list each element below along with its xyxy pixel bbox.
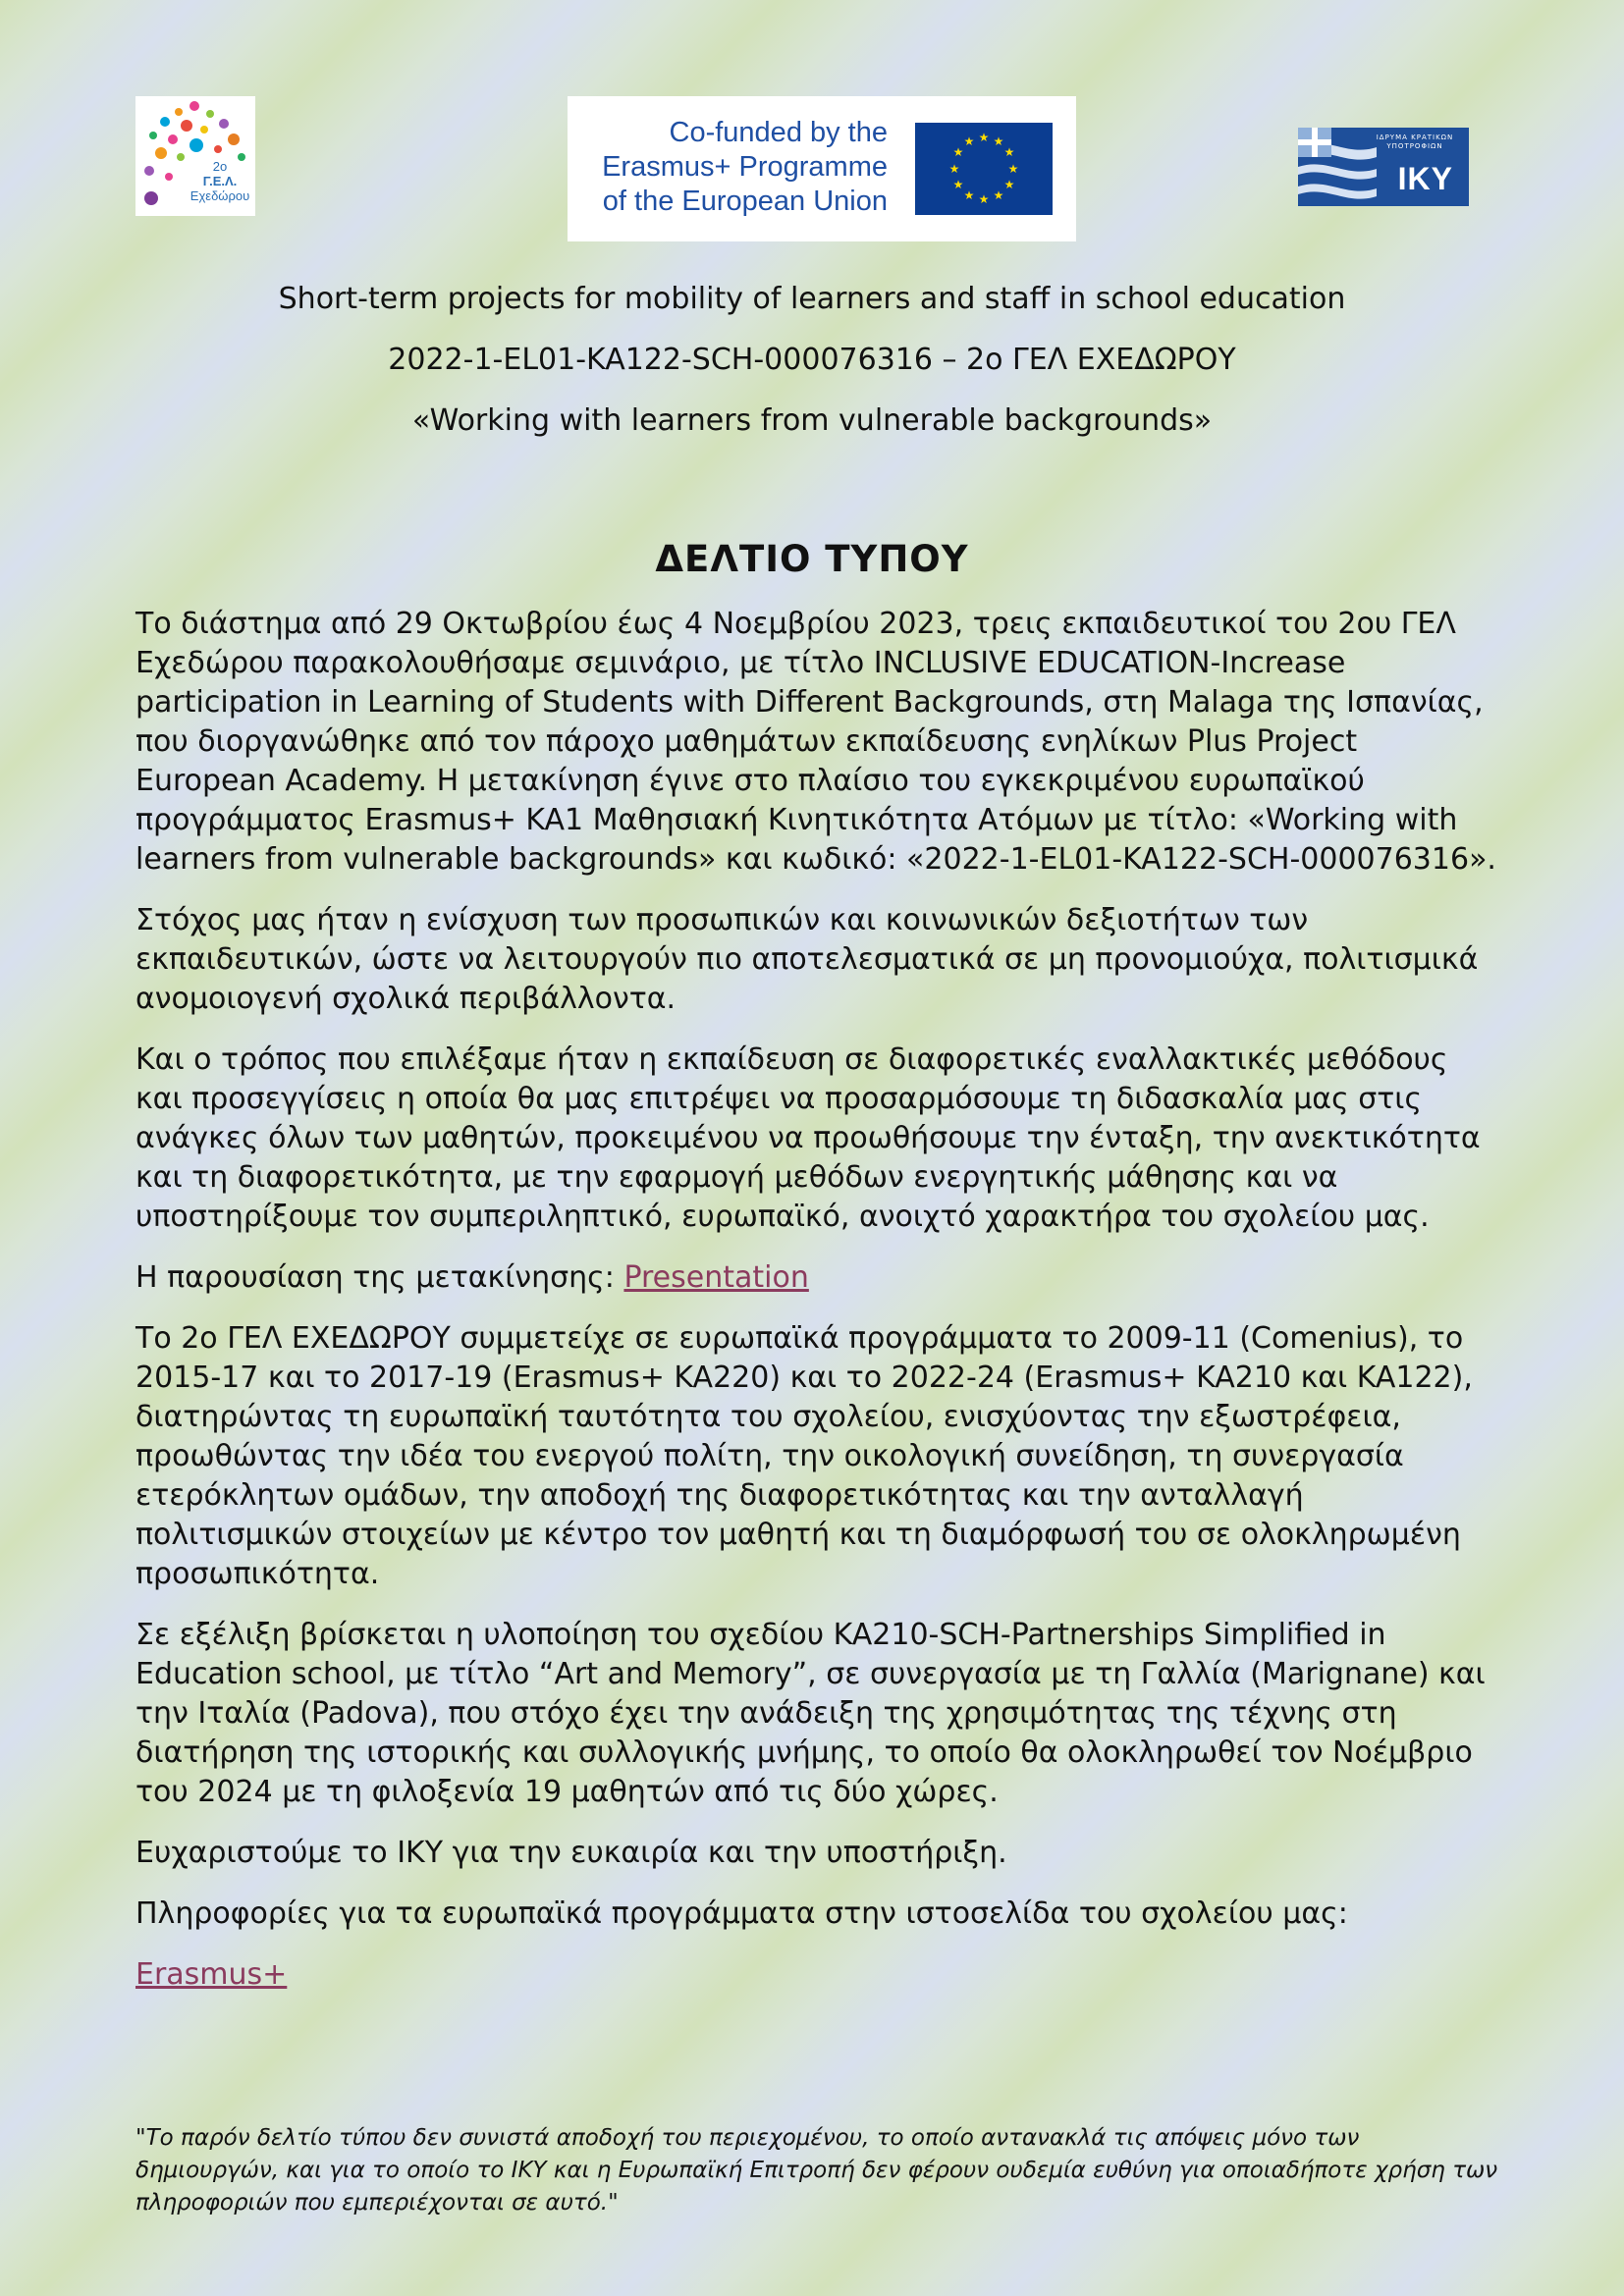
svg-text:★: ★ (993, 134, 1004, 148)
paragraph-current-project: Σε εξέλιξη βρίσκεται η υλοποίηση του σχεδίου KA210-SCH-Partnerships Simplified in Education school, με τίτλο “Art and Memory”, σε συνεργασία με τη Γαλλία (Marignane) και την Ιταλία (Padova), που στόχο έχει την ανάδειξη της χρησιμότητας της τέχνης στη διατήρηση της ιστορικής και συλλογικής μνήμης, το οποίο θα ολοκληρωθεί τον Νοέμβριο του 2024 με τη φιλοξενία 19 μαθητών από τις δύο χώρες. (135, 1618, 1486, 1809)
erasmus-cofunded-logo (568, 96, 1076, 241)
iky-logo (1298, 128, 1469, 206)
svg-text:★: ★ (978, 131, 990, 144)
disclaimer: "Το παρόν δελτίο τύπου δεν συνιστά αποδοχή του περιεχομένου, το οποίο αντανακλά τις απόψεις μόνο των δημιουργών, και για το οποίο το ΙΚΥ και η Ευρωπαϊκή Επιτροπή δεν φέρουν ουδεμία ευθύνη για οποιαδήποτε χρήση των πληροφοριών που εμπεριέχονται σε αυτό." (135, 2125, 1498, 2216)
paragraph-erasmus-link (135, 1955, 1500, 1995)
paragraph-presentation (135, 1258, 1500, 1298)
erasmus-link[interactable]: Erasmus+ (135, 1957, 288, 1992)
program-line: Short-term projects for mobility of learners and staff in school education (278, 282, 1346, 316)
svg-text:★: ★ (1007, 162, 1019, 176)
svg-text:★: ★ (1003, 178, 1015, 191)
svg-text:★: ★ (978, 192, 990, 206)
eu-logo-text (593, 116, 888, 219)
school-logo-line2: Γ.Ε.Λ. (202, 174, 238, 188)
press-release-body (135, 605, 1500, 2016)
presentation-label: Η παρουσίαση της μετακίνησης: (135, 1260, 624, 1295)
paragraph-method: Και ο τρόπος που επιλέξαμε ήταν η εκπαίδευση σε διαφορετικές εναλλακτικές μεθόδους και προσεγγίσεις η οποία θα μας επιτρέψει να προσαρμόσουμε τη διδασκαλία μας στις ανάγκες όλων των μαθητών, προκειμένου να προωθήσουμε την ένταξη, την ανεκτικότητα και τη διαφορετικότητα, με την εφαρμογή μεθόδων ενεργητικής μάθησης και να υποστηρίξουμε τον συμπεριληπτικό, ευρωπαϊκό, ανοιχτό χαρακτήρα του σχολείου μας. (135, 1042, 1481, 1234)
iky-wordmark: IKY (1397, 161, 1453, 196)
eu-logo-line2: Erasmus+ Programme (602, 151, 888, 183)
eu-logo-line1: Co-funded by the (669, 117, 888, 148)
school-logo-line3: Εχεδώρου (189, 188, 250, 203)
svg-text:★: ★ (1003, 145, 1015, 159)
svg-text:★: ★ (993, 188, 1004, 202)
paragraph-info: Πληροφορίες για τα ευρωπαϊκά προγράμματα στην ιστοσελίδα του σχολείου μας: (135, 1896, 1348, 1931)
svg-text:★: ★ (952, 178, 964, 191)
project-title-line: «Working with learners from vulnerable backgrounds» (411, 403, 1213, 438)
school-logo-text (189, 159, 251, 203)
paragraph-seminar: Το διάστημα από 29 Οκτωβρίου έως 4 Νοεμβρίου 2023, τρεις εκπαιδευτικοί του 2ου ΓΕΛ Εχεδώρου παρακολουθήσαμε σεμινάριο, με τίτλο INCLUSIVE EDUCATION-Increase participation in Learning of Students with Different Backgrounds, στη Malaga της Ισπανίας, που διοργανώθηκε από τον πάροχο μαθημάτων εκπαίδευσης ενηλίκων Plus Project European Academy. Η μετακίνηση έγινε στο πλαίσιο του εγκεκριμένου ευρωπαϊκού προγράμματος Erasmus+ KA1 Μαθησιακή Κινητικότητα Ατόμων με τίτλο: «Working with learners from vulnerable backgrounds» και κωδικό: «2022-1-EL01-KA122-SCH-000076316». (135, 607, 1496, 877)
eu-flag-icon (915, 123, 1053, 215)
eu-stars-icon (915, 123, 1053, 215)
presentation-link[interactable]: Presentation (623, 1260, 809, 1295)
svg-text:★: ★ (963, 188, 975, 202)
iky-subtitle: ΙΔΡΥΜΑ ΚΡΑΤΙΚΩΝ ΥΠΟΤΡΟΦΙΩΝ (1376, 133, 1454, 150)
svg-text:★: ★ (952, 145, 964, 159)
paragraph-thanks: Ευχαριστούμε το ΙΚΥ για την ευκαιρία και την υποστήριξη. (135, 1836, 1007, 1870)
paragraph-history: Το 2ο ΓΕΛ ΕΧΕΔΩΡΟΥ συμμετείχε σε ευρωπαϊκά προγράμματα το 2009-11 (Comenius), το 2015-17 και το 2017-19 (Erasmus+ KA220) και το 2022-24 (Erasmus+ KA210 και KA122), διατηρώντας τη ευρωπαϊκή ταυτότητα του σχολείου, ενισχύοντας την εξωστρέφεια, προωθώντας την ιδέα του ενεργού πολίτη, την οικολογική συνείδηση, τη συνεργασία ετερόκλητων ομάδων, την αποδοχή της διαφορετικότητας και την ανταλλαγή πολιτισμικών στοιχείων με κέντρο τον μαθητή και τη διαμόρφωσή του σε ολοκληρωμένη προσωπικότητα. (135, 1321, 1473, 1591)
paragraph-goal: Στόχος μας ήταν η ενίσχυση των προσωπικών και κοινωνικών δεξιοτήτων των εκπαιδευτικών, ώστε να λειτουργούν πιο αποτελεσματικά σε μη προνομιούχα, πολιτισμικά ανομοιογενή σχολικά περιβάλλοντα. (135, 903, 1479, 1016)
school-logo (135, 96, 255, 216)
svg-text:★: ★ (963, 134, 975, 148)
svg-text:★: ★ (948, 162, 960, 176)
school-logo-line1: 2ο (212, 159, 228, 174)
eu-logo-line3: of the European Union (602, 186, 888, 217)
page-title: ΔΕΛΤΙΟ ΤΥΠΟΥ (655, 538, 969, 580)
project-code-line: 2022-1-EL01-KA122-SCH-000076316 – 2ο ΓΕΛ ΕΧΕΔΩΡΟΥ (388, 343, 1236, 377)
